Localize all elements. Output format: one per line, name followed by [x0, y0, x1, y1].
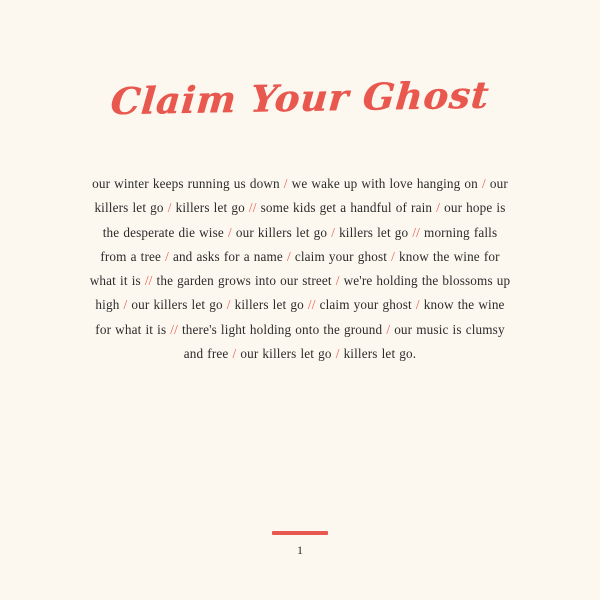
- lyrics-phrase: and asks for a name: [172, 248, 283, 264]
- lyrics-phrase: claim your ghost: [294, 248, 388, 264]
- lyrics-separator: /: [481, 176, 486, 191]
- lyrics-separator: /: [226, 297, 231, 313]
- lyrics-phrase: our winter keeps running us down: [92, 176, 280, 191]
- lyrics-separator: /: [283, 176, 288, 191]
- lyrics-phrase: killers let go: [339, 224, 409, 240]
- lyrics-phrase: our killers let go: [240, 346, 332, 362]
- lyrics-phrase: our killers let go: [235, 224, 328, 240]
- lyrics-separator: /: [391, 248, 395, 264]
- lyrics-separator: /: [123, 297, 128, 313]
- lyrics-separator: /: [331, 224, 336, 240]
- lyrics-separator: //: [170, 321, 178, 337]
- lyrics-phrase: know the wine for what it is: [89, 248, 500, 289]
- lyrics-body: [88, 172, 512, 366]
- lyrics-phrase: the garden grows into our street: [156, 273, 332, 289]
- lyrics-separator: /: [167, 200, 172, 216]
- page-title: Claim Your Ghost: [108, 72, 492, 124]
- lyrics-separator: /: [165, 248, 169, 264]
- lyrics-separator: /: [415, 297, 420, 313]
- lyrics-phrase: our killers let go: [131, 297, 223, 313]
- lyrics-separator: /: [386, 321, 391, 337]
- lyrics-separator: //: [248, 200, 257, 216]
- lyrics-phrase: killers let go: [234, 297, 304, 313]
- page-number: 1: [297, 543, 303, 557]
- lyrics-phrase: killers let go.: [343, 346, 417, 362]
- lyrics-phrase: our hope is the desperate die wise: [102, 200, 506, 240]
- footer-divider: [272, 531, 328, 535]
- lyrics-phrase: we wake up with love hanging on: [291, 176, 478, 191]
- lyrics-phrase: some kids get a handful of rain: [260, 200, 433, 216]
- page-footer: [0, 531, 600, 558]
- title-block: [0, 72, 600, 124]
- lyrics-phrase: killers let go: [175, 200, 245, 216]
- lyrics-phrase: our music is clumsy and free: [183, 321, 505, 362]
- lyrics-separator: /: [227, 224, 232, 240]
- lyrics-phrase: we're holding the blossoms up high: [95, 273, 511, 313]
- lyrics-separator: //: [412, 224, 420, 240]
- lyrics-phrase: claim your ghost: [319, 297, 412, 313]
- lyrics-separator: //: [307, 297, 316, 313]
- lyrics-phrase: morning falls from a tree: [100, 224, 498, 264]
- lyrics-separator: /: [335, 346, 340, 362]
- lyrics-phrase: our killers let go: [94, 176, 508, 216]
- lyrics-separator: /: [232, 346, 237, 362]
- lyrics-separator: /: [286, 248, 291, 264]
- lyrics-separator: /: [335, 273, 340, 289]
- lyrics-separator: //: [144, 273, 153, 289]
- lyrics-phrase: there's light holding onto the ground: [181, 321, 383, 337]
- lyrics-phrase: know the wine for what it is: [95, 297, 505, 337]
- lyrics-separator: /: [436, 200, 441, 216]
